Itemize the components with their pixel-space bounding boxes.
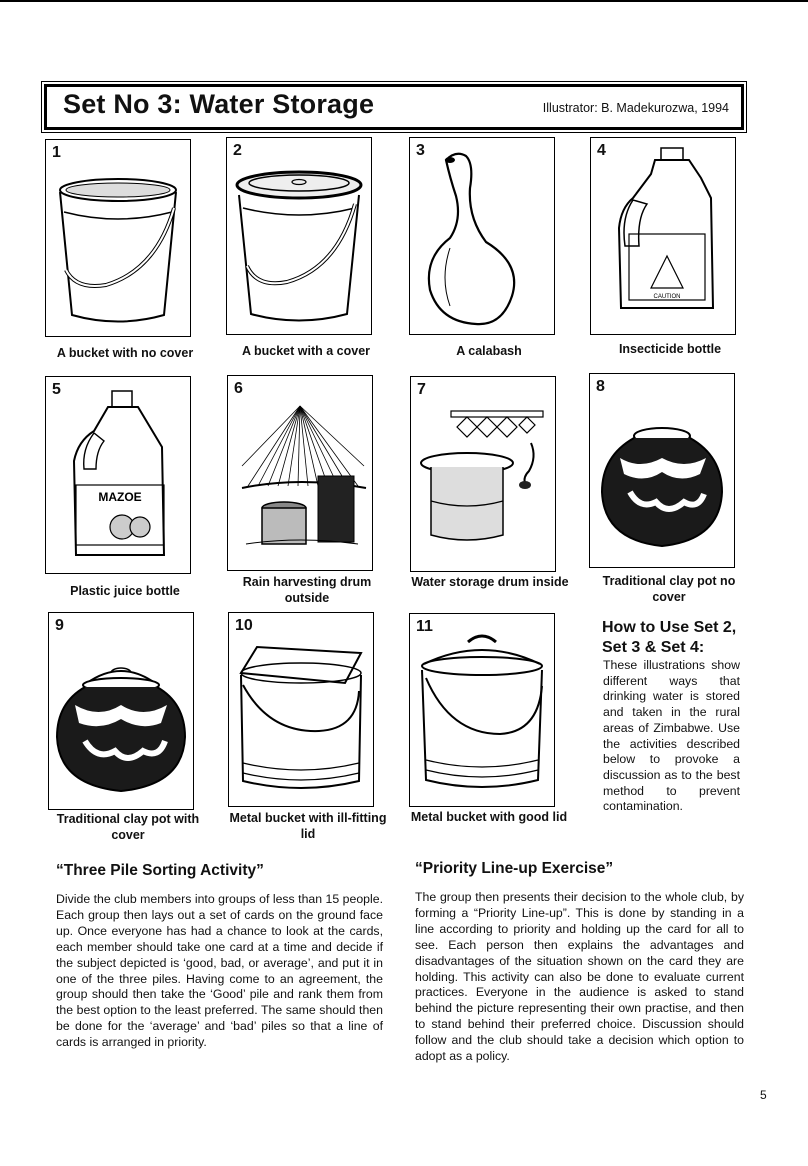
card-3 <box>409 137 555 335</box>
page-title: Set No 3: Water Storage <box>63 89 375 119</box>
card-number: 8 <box>596 378 605 395</box>
card-number: 9 <box>55 617 64 634</box>
card-9 <box>48 612 194 810</box>
card-number: 2 <box>233 142 242 159</box>
card-11 <box>409 613 555 807</box>
metal-bucket-loose-lid-icon <box>229 613 375 808</box>
how-to-body: These illustrations show different ways that drinking water is stored and taken in the rural areas of Zimbabwe. Use the activities described below to provoke a discussion as to the best method to prevent contamination. <box>603 658 740 814</box>
illustrator-credit: Illustrator: B. Madekurozwa, 1994 <box>542 101 729 115</box>
card-7 <box>410 376 556 572</box>
storage-drum-icon <box>411 377 557 573</box>
juice-bottle-icon <box>46 377 192 575</box>
card-number: 7 <box>417 381 426 398</box>
card-caption: Insecticide bottle <box>618 342 722 356</box>
clay-pot-covered-icon <box>49 613 195 811</box>
covered-bucket-icon <box>227 138 373 336</box>
card-number: 11 <box>416 618 433 635</box>
card-number: 3 <box>416 142 425 159</box>
insecticide-bottle-icon <box>591 138 737 336</box>
metal-bucket-lid-icon <box>410 614 556 808</box>
card-caption: Metal bucket with ill-fitting lid <box>229 811 387 841</box>
card-6 <box>227 375 373 571</box>
three-pile-title: “Three Pile Sorting Activity” <box>56 862 264 879</box>
card-caption: A bucket with a cover <box>241 344 371 358</box>
page-number: 5 <box>760 1088 767 1102</box>
card-4 <box>590 137 736 335</box>
header-box <box>44 84 744 130</box>
priority-title: “Priority Line-up Exercise” <box>415 860 614 877</box>
calabash-icon <box>410 138 556 336</box>
card-number: 5 <box>52 381 61 398</box>
card-8 <box>589 373 735 568</box>
clay-pot-icon <box>590 374 736 569</box>
card-1 <box>45 139 191 337</box>
card-caption: Plastic juice bottle <box>70 584 180 598</box>
card-caption: Traditional clay pot with cover <box>56 812 200 842</box>
card-caption: Traditional clay pot no cover <box>602 574 736 604</box>
card-caption: Metal bucket with good lid <box>410 810 568 824</box>
card-10 <box>228 612 374 807</box>
card-5 <box>45 376 191 574</box>
label-text: CAUTION <box>653 294 681 300</box>
top-rule <box>0 0 808 2</box>
card-caption: Rain harvesting drum outside <box>242 575 372 605</box>
how-to-title: How to Use Set 2, Set 3 & Set 4: <box>602 619 737 656</box>
card-caption: A calabash <box>456 344 522 358</box>
three-pile-body: Divide the club members into groups of less than 15 people. Each group then lays out a set of cards on the ground face up. Once everyone has had a chance to look at the cards, each member should take one card at a time and decide if the subject depicted is ‘good, bad, or average’, and put it in one of the three piles. Having come to an agreement, the group should then take the ‘Good’ pile and rank them from the best option to the least preferred. The same should then be done for the ‘average’ and ‘bad’ piles so that a line of cards is arranged in priority. <box>56 892 383 1050</box>
card-caption: A bucket with no cover <box>56 346 194 360</box>
card-number: 4 <box>597 142 606 159</box>
card-number: 10 <box>235 617 253 634</box>
card-2 <box>226 137 372 335</box>
rain-drum-icon <box>228 376 374 572</box>
card-number: 1 <box>52 144 61 161</box>
label-text: MAZOE <box>98 490 142 504</box>
priority-body: The group then presents their decision to the whole club, by forming a “Priority Line-up”. This is done by standing in a line according to priority and holding up the card for all to see. Each person then explains the advantages and disadvantages of the situation shown on the card they are holding. This activity can also be done to evaluate current practices. Everyone in the audience is asked to stand behind the picture representing their own practise, and then to stand behind their preferred choice. Discussion should follow and the club should take a decision which option to adopt as a policy. <box>415 890 744 1064</box>
card-caption: Water storage drum inside <box>411 575 569 589</box>
card-number: 6 <box>234 380 243 397</box>
open-bucket-icon <box>46 140 192 338</box>
